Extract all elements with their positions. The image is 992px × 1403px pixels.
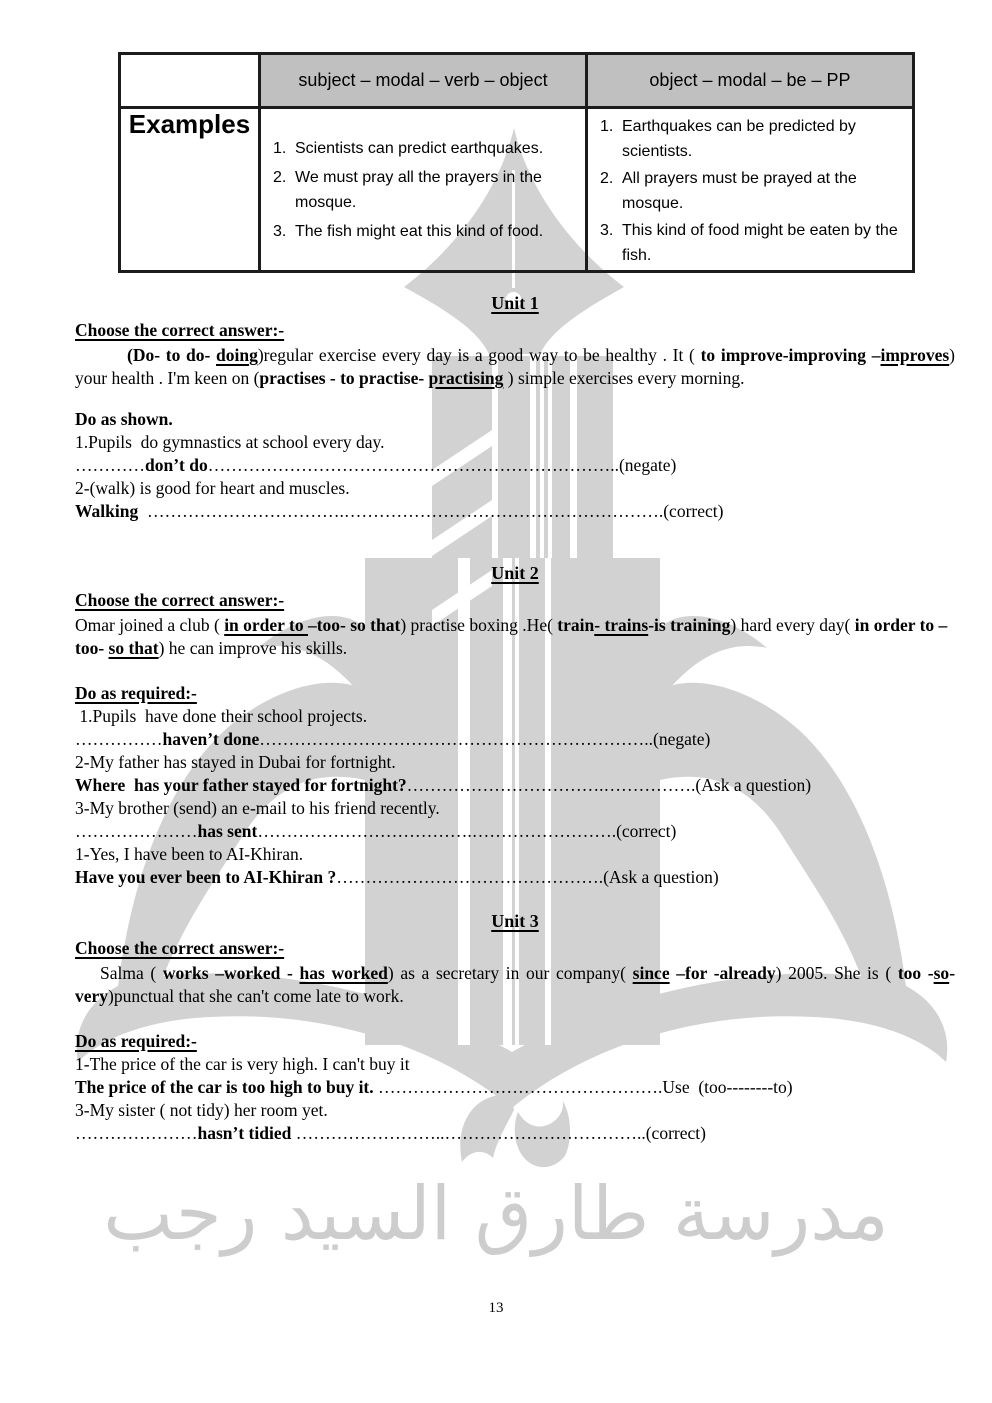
table-example-item	[271, 165, 579, 215]
text-run: improves	[880, 345, 950, 365]
text-run: practising	[428, 368, 504, 388]
blank-line	[75, 1008, 955, 1026]
text-run: doing	[216, 345, 258, 365]
answer-line	[75, 1122, 955, 1145]
text-run: Have you ever been to AI-Khiran ?	[75, 867, 337, 887]
item-number: 1.	[600, 118, 614, 135]
table-example-item	[271, 136, 579, 161]
text-run: Choose the correct answer:-	[75, 938, 285, 958]
exercise-sentence	[75, 751, 955, 774]
passive-voice-examples	[587, 108, 914, 272]
text-run: haven’t done	[162, 729, 260, 749]
exercise-paragraph	[75, 962, 955, 1008]
text-run: Do as shown.	[75, 409, 173, 429]
text-run: …………………	[75, 821, 198, 841]
examples-label: Examples	[120, 108, 260, 272]
text-run: Salma (	[100, 963, 163, 983]
text-run: -is training	[648, 615, 731, 635]
text-run: ) practise boxing .He(	[400, 615, 558, 635]
text-run: so that	[108, 638, 159, 658]
text-run: …………………………………………………………..(negate)	[259, 729, 711, 749]
text-run: Do as required:-	[75, 1031, 197, 1051]
answer-line	[75, 1076, 955, 1099]
choose-instruction	[75, 589, 955, 612]
text-run: –for -already	[669, 963, 776, 983]
answer-line	[75, 820, 955, 843]
text-run: 2-(walk) is good for heart and muscles.	[75, 478, 350, 498]
text-run: ) he can improve his skills.	[158, 638, 348, 658]
page-number: 13	[488, 1300, 504, 1316]
text-run: to improve-improving –	[700, 345, 881, 365]
text-run: 1-Yes, I have been to AI-Khiran.	[75, 844, 304, 864]
exercise-sentence	[75, 477, 955, 500]
table-example-item	[598, 166, 906, 216]
answer-line	[75, 774, 955, 797]
text-run: …………………………….……………………………………………….(correct)	[138, 501, 724, 521]
text-run: Omar joined a club (	[75, 615, 225, 635]
text-run: Unit 3	[491, 911, 539, 931]
exercise-sentence	[75, 1053, 955, 1076]
text-run: )punctual that she can't come late to work.	[108, 986, 404, 1006]
text-run: 3-My brother (send) an e-mail to his friend recently.	[75, 798, 440, 818]
unit-2-heading	[75, 562, 955, 585]
active-voice-examples	[260, 108, 587, 272]
do-as-shown-label	[75, 408, 955, 431]
text-run: ) simple exercises every morning.	[503, 368, 745, 388]
text-run: (Do- to do-	[127, 345, 217, 365]
text-run: ……………………..……………………………..(correct)	[291, 1123, 706, 1143]
text-run: …………………	[75, 1123, 198, 1143]
table-header-active-pattern: subject – modal – verb – object	[260, 54, 587, 108]
item-number: 3.	[273, 223, 287, 240]
text-run: Unit 2	[491, 563, 539, 583]
table-examples-row	[120, 108, 914, 272]
text-run: ………………………………………….Use (too--------to)	[373, 1077, 793, 1097]
text-run: so	[933, 963, 950, 983]
text-run: ) as a secretary in our company(	[387, 963, 633, 983]
text-run: hasn’t tidied	[197, 1123, 292, 1143]
text-run: )regular exercise every day is a good way to be healthy . It (	[257, 345, 701, 365]
text-run: since	[632, 963, 670, 983]
text-run: 1-The price of the car is very high. I can't buy it	[75, 1054, 410, 1074]
school-name-watermark-arabic: مدرسة طارق السيد رجب	[103, 1171, 889, 1257]
text-run: has sent	[197, 821, 258, 841]
text-run: –too- so that	[307, 615, 401, 635]
choose-instruction	[75, 937, 955, 960]
text-run: 1.Pupils have done their school projects.	[75, 706, 368, 726]
text-run: Where has your father stayed for fortnight?	[75, 775, 407, 795]
text-run: ) 2005. She is (	[775, 963, 898, 983]
text-run: ……………	[75, 729, 163, 749]
unit-3-heading	[75, 910, 955, 933]
choose-instruction	[75, 319, 955, 342]
item-number: 2.	[273, 169, 287, 186]
text-run: has worked	[299, 963, 388, 983]
text-run: works –worked -	[162, 963, 300, 983]
worksheet-body	[75, 259, 955, 1145]
text-run: 3-My sister ( not tidy) her room yet.	[75, 1100, 328, 1120]
item-text: This kind of food might be eaten by the fish.	[622, 222, 898, 264]
unit-1-heading	[75, 292, 955, 315]
table-example-item	[271, 219, 579, 244]
text-run: Choose the correct answer:-	[75, 320, 285, 340]
item-text: All prayers must be prayed at the mosque.	[622, 170, 857, 212]
text-run: Unit 1	[491, 293, 539, 313]
exercise-paragraph	[75, 614, 955, 660]
exercise-paragraph	[75, 344, 955, 390]
text-run: Choose the correct answer:-	[75, 590, 285, 610]
text-run: in order to	[224, 615, 308, 635]
item-text: The fish might eat this kind of food.	[295, 223, 544, 240]
item-text: Earthquakes can be predicted by scientists.	[622, 118, 856, 160]
answer-line	[75, 866, 955, 889]
answer-line	[75, 454, 955, 477]
text-run: in order to –too-	[75, 615, 948, 658]
grammar-examples-table	[118, 52, 915, 273]
text-run: 1.Pupils do gymnastics at school every day.	[75, 432, 385, 452]
text-run: Walking	[75, 501, 139, 521]
blank-line	[75, 523, 955, 541]
text-run: don’t do	[145, 455, 208, 475]
text-run: ) your health . I'm keen on (	[75, 345, 955, 388]
text-run: train	[557, 615, 595, 635]
text-run: ) hard every day(	[730, 615, 855, 635]
table-header-passive-pattern: object – modal – be – PP	[587, 54, 914, 108]
table-header-empty	[120, 54, 260, 108]
answer-line	[75, 500, 955, 523]
blank-line	[75, 660, 955, 678]
text-run: The price of the car is too high to buy it.	[75, 1077, 374, 1097]
text-run: ……………………………………….(Ask a question)	[336, 867, 719, 887]
text-run: practises - to practise-	[259, 368, 429, 388]
text-run: - very	[75, 963, 956, 1006]
table-header-row	[120, 54, 914, 108]
answer-line	[75, 728, 955, 751]
text-run: Do as required:-	[75, 683, 197, 703]
text-run: …………………………….…………….(Ask a question)	[406, 775, 812, 795]
exercise-sentence	[75, 1099, 955, 1122]
blank-line	[75, 390, 955, 408]
text-run: ……………………………….…………………….(correct)	[257, 821, 677, 841]
exercise-sentence	[75, 705, 955, 728]
table-example-item	[598, 114, 906, 164]
item-number: 2.	[600, 170, 614, 187]
item-text: Scientists can predict earthquakes.	[295, 140, 544, 157]
text-run: 2-My father has stayed in Dubai for fortnight.	[75, 752, 396, 772]
do-as-required-label	[75, 682, 955, 705]
exercise-sentence	[75, 431, 955, 454]
text-run: - trains	[594, 615, 649, 635]
exercise-sentence	[75, 797, 955, 820]
exercise-sentence	[75, 843, 955, 866]
text-run: too -	[897, 963, 934, 983]
text-run: …………	[75, 455, 145, 475]
text-run: ……………………………………………………………..(negate)	[207, 455, 677, 475]
do-as-required-label	[75, 1030, 955, 1053]
item-text: We must pray all the prayers in the mosque.	[295, 169, 542, 211]
item-number: 1.	[273, 140, 287, 157]
item-number: 3.	[600, 222, 614, 239]
